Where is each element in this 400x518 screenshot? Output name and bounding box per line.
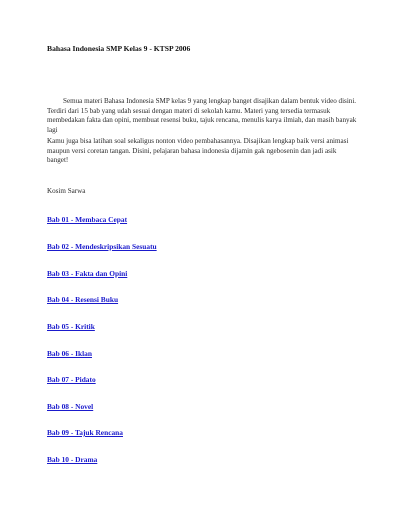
intro-paragraph-text: Semua materi Bahasa Indonesia SMP kelas 9 yang lengkap banget disajikan dalam bentuk video disini. Terdiri dari 15 bab yang udah sesuai dengan materi di sekolah kamu. Materi yang tersedia termasuk membedakan fakta dan opini, membuat resensi buku, tajuk rencana, menulis karya ilmiah, dan masih banyak lagi — [47, 97, 357, 134]
chapter-link-03[interactable]: Bab 03 - Fakta dan Opini — [47, 269, 128, 278]
chapter-link-01[interactable]: Bab 01 - Membaca Cepat — [47, 215, 128, 224]
chapter-link-06[interactable]: Bab 06 - Iklan — [47, 349, 92, 358]
chapter-link-05[interactable]: Bab 05 - Kritik — [47, 322, 95, 331]
chapter-link-10[interactable]: Bab 10 - Drama — [47, 455, 98, 464]
chapter-link-02[interactable]: Bab 02 - Mendeskripsikan Sesuatu — [47, 242, 157, 251]
chapter-link-07[interactable]: Bab 07 - Pidato — [47, 375, 96, 384]
chapter-link-08[interactable]: Bab 08 - Novel — [47, 402, 94, 411]
practice-paragraph: Kamu juga bisa latihan soal sekaligus nonton video pembahasannya. Disajikan lengkap baik versi animasi maupun versi coretan tangan. Disini, pelajaran bahasa indonesia dijamin gak ngebosenin dan jadi asik banget! — [47, 137, 349, 165]
document-title: Bahasa Indonesia SMP Kelas 9 - KTSP 2006 — [47, 44, 191, 53]
author-name: Kosim Sarwa — [47, 187, 86, 195]
chapter-link-09[interactable]: Bab 09 - Tajuk Rencana — [47, 428, 123, 437]
chapter-link-04[interactable]: Bab 04 - Resensi Buku — [47, 295, 119, 304]
intro-paragraph — [47, 97, 359, 135]
